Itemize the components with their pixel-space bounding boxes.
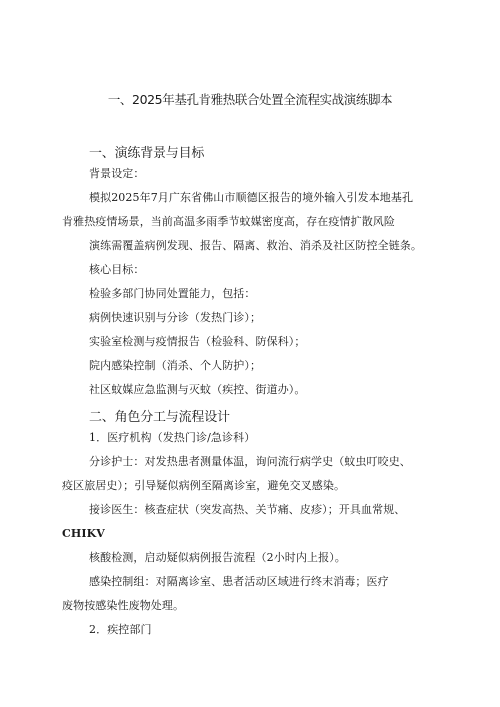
doctor-line-2: CHIKV [62,527,105,540]
background-text-line-2: 肯雅热疫情场景，当前高温多雨季节蚊媒密度高，存在疫情扩散风险 [62,215,395,228]
subsection-1-heading: 1．医疗机构（发热门诊/急诊科） [89,431,256,444]
section-1-heading: 一、演练背景与目标 [89,146,205,161]
infection-control-line-1: 感染控制组：对隔离诊室、患者活动区域进行终末消毒；医疗 [89,575,389,588]
goals-label: 核心目标： [89,263,145,276]
goals-intro: 检验多部门协同处置能力，包括： [89,287,256,300]
infection-control-line-2: 废物按感染性废物处理。 [62,599,185,612]
subsection-2-heading: 2．疾控部门 [89,623,152,636]
section-2-heading: 二、角色分工与流程设计 [89,410,230,425]
triage-nurse-line-2: 疫区旅居史）；引导疑似病例至隔离诊室，避免交叉感染。 [62,479,346,492]
document-title: 一、2025年基孔肯雅热联合处置全流程实战演练脚本 [107,92,393,107]
background-label: 背景设定： [89,167,145,180]
goal-item-1: 病例快速识别与分诊（发热门诊）； [89,311,262,324]
goal-item-3: 院内感染控制（消杀、个人防护）； [89,359,262,372]
triage-nurse-line-1: 分诊护士：对发热患者测量体温，询问流行病学史（蚊虫叮咬史、 [89,455,411,468]
doctor-line-1: 接诊医生：核查症状（突发高热、关节痛、皮疹）；开具血常规、 [89,503,406,516]
doctor-line-3: 核酸检测，启动疑似病例报告流程（2小时内上报）。 [89,551,346,564]
background-text-line-3: 演练需覆盖病例发现、报告、隔离、救治、消杀及社区防控全链条。 [89,239,422,252]
goal-item-4: 社区蚊媒应急监测与灭蚊（疾控、街道办）。 [89,383,306,396]
goal-item-2: 实验室检测与疫情报告（检验科、防保科）； [89,335,306,348]
background-text-line-1: 模拟2025年7月广东省佛山市顺德区报告的境外输入引发本地基孔 [89,191,414,204]
